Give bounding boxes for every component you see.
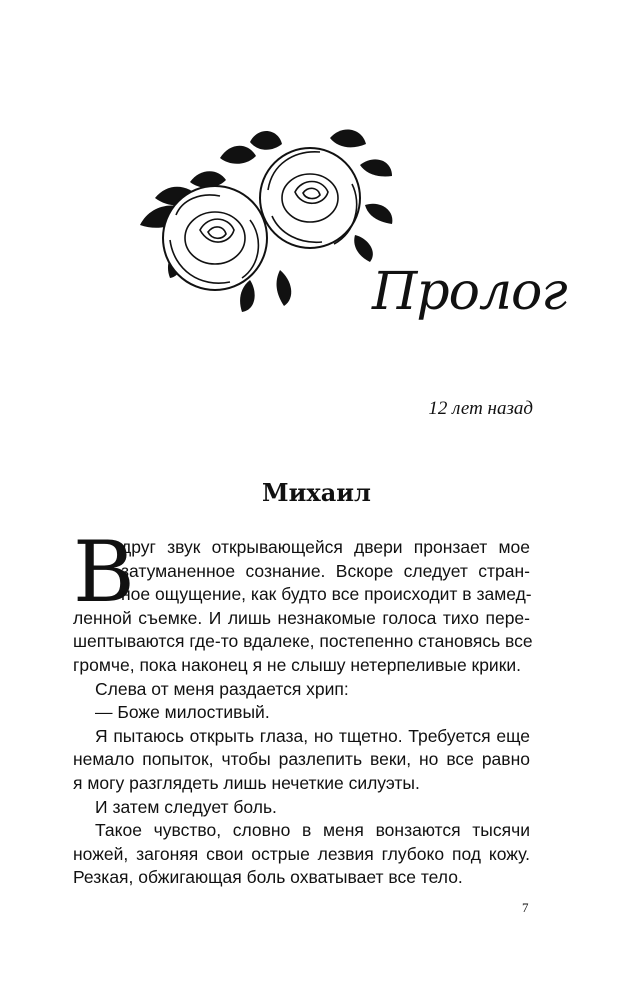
text-line: немало попыток, чтобы разлепить веки, но все равно [73, 749, 530, 770]
text-line: громче, пока наконец я не слышу нетерпеливые крики. [73, 654, 521, 675]
text-line: Резкая, обжигающая боль охватывает все тело. [73, 867, 463, 888]
text-line: Слева от меня раздается хрип: [95, 678, 349, 699]
text-line: ножей, загоняя свои острые лезвия глубоко под кожу. [73, 843, 530, 864]
text-line: — Боже милостивый. [95, 702, 270, 723]
character-heading: Михаил [262, 478, 371, 507]
text-line: затуманенное сознание. Вскоре следует стран- [121, 560, 530, 581]
drop-cap: В [73, 523, 135, 621]
text-line: друг звук открывающейся двери пронзает мое [121, 537, 530, 557]
chapter-title: Пролог [372, 262, 567, 322]
text-line: я могу разглядеть лишь нечеткие силуэты. [73, 772, 420, 793]
text-line: ленной съемке. И лишь незнакомые голоса тихо пере- [73, 607, 530, 628]
text-line: Такое чувство, словно в меня вонзаются тысячи [95, 820, 530, 841]
page-number: 7 [522, 900, 529, 915]
time-note: 12 лет назад [428, 398, 533, 419]
body-text [73, 523, 533, 890]
text-line: И затем следует боль. [95, 796, 277, 817]
text-line: шептываются где-то вдалеке, постепенно становясь все [73, 631, 533, 652]
text-line: Я пытаюсь открыть глаза, но тщетно. Требуется еще [95, 725, 530, 746]
text-line: ное ощущение, как будто все происходит в замед- [121, 584, 532, 605]
roses-illustration-icon [130, 120, 410, 320]
